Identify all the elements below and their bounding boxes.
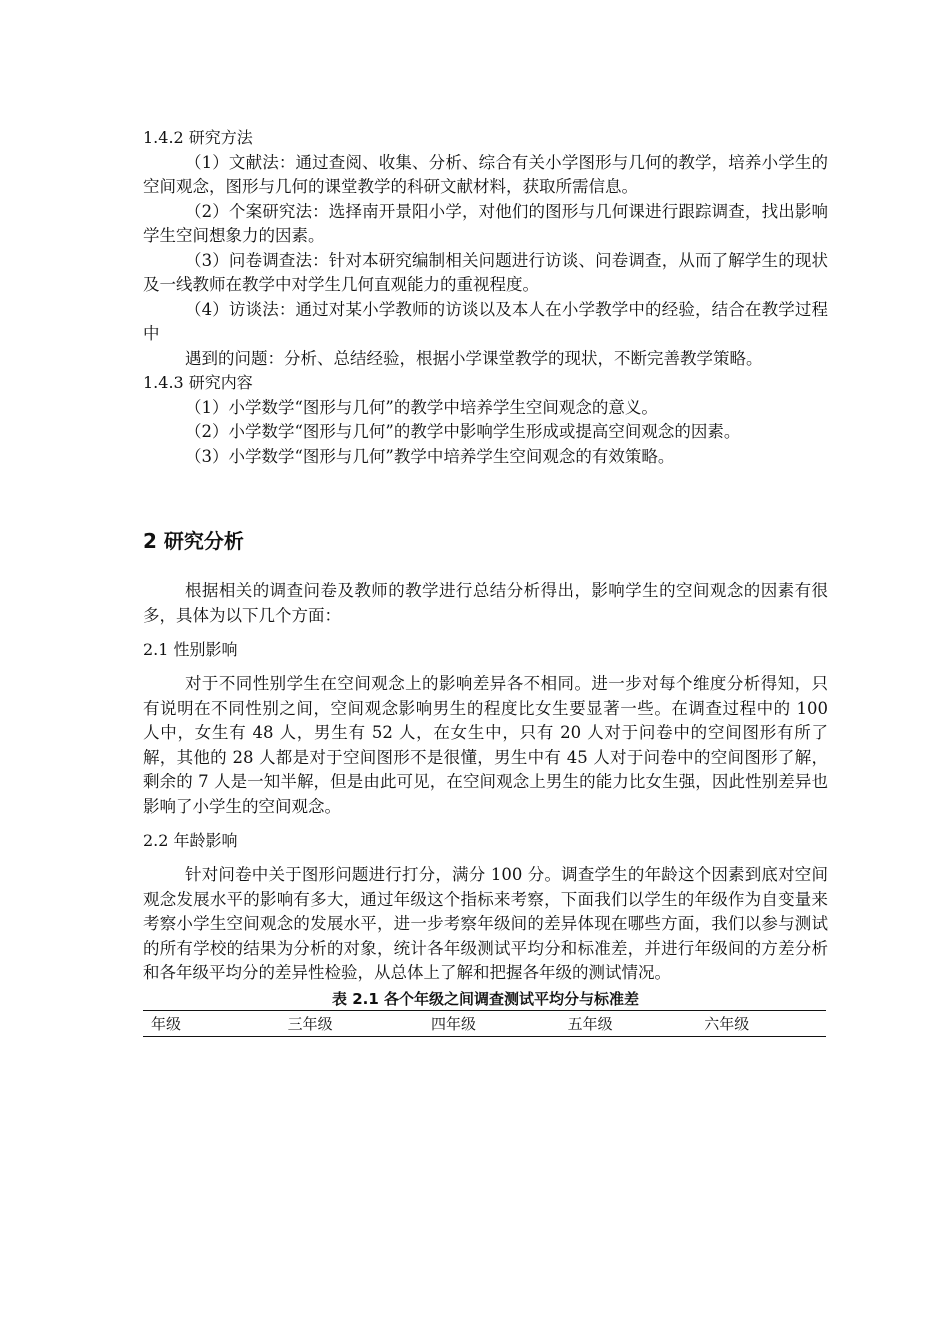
section-2-1-heading: 2.1 性别影响 (143, 640, 238, 659)
method-questionnaire: （3）问卷调查法：针对本研究编制相关问题进行访谈、问卷调查，从而了解学生的现状及一线教师在教学中对学生几何直观能力的重视程度。 (143, 250, 828, 294)
section-1-4-2-heading: 1.4.2 研究方法 (143, 128, 253, 147)
grade-score-table (143, 1010, 826, 1037)
section-2-2-text: 针对问卷中关于图形问题进行打分，满分 100 分。调查学生的年龄这个因素到底对空间观念发展水平的影响有多大，通过年级这个指标来考察，下面我们以学生的年级作为自变量来考察小学生空间观念的发展水平，进一步考察年级间的差异体现在哪些方面，我们以参与测试的所有学校的结果为分析的对象，统计各年级测试平均分和标准差，并进行年级间的方差分析和各年级平均分的差异性检验，从总体上了解和把握各年级的测试情况。 (143, 865, 828, 982)
table-header-grade-4: 四年级 (423, 1010, 560, 1036)
method-case-study: （2）个案研究法：选择南开景阳小学，对他们的图形与几何课进行跟踪调查，找出影响学生空间想象力的因素。 (143, 201, 828, 245)
method-interview: （4）访谈法：通过对某小学教师的访谈以及本人在小学教学中的经验，结合在教学过程中 (143, 299, 828, 343)
section-1-4-3-heading: 1.4.3 研究内容 (143, 373, 253, 392)
table-header-grade: 年级 (143, 1010, 280, 1036)
table-header-row (143, 1010, 826, 1036)
method-literature: （1）文献法：通过查阅、收集、分析、综合有关小学图形与几何的教学，培养小学生的空间观念，图形与几何的课堂教学的科研文献材料，获取所需信息。 (143, 152, 828, 196)
chapter-2-intro: 根据相关的调查问卷及教师的教学进行总结分析得出，影响学生的空间观念的因素有很多，具体为以下几个方面： (143, 581, 828, 625)
content-item-3: （3）小学数学“图形与几何”教学中培养学生空间观念的有效策略。 (185, 446, 675, 466)
chapter-2-heading: 2 研究分析 (143, 529, 244, 553)
section-2-1-text: 对于不同性别学生在空间观念上的影响差异各不相同。进一步对每个维度分析得知，只有说明在不同性别之间，空间观念影响男生的程度比女生要显著一些。在调查过程中的 100 人中，女生有 48 人，男生有 52 人，在女生中，只有 20 人对于问卷中的空间图形有所了解，其他的 28 人都是对于空间图形不是很懂，男生中有 45 人对于问卷中的空间图形了解，剩余的 7 人是一知半解，但是由此可见，在空间观念上男生的能力比女生强，因此性别差异也影响了小学生的空间观念。 (143, 674, 828, 816)
method-interview-continued: 遇到的问题：分析、总结经验，根据小学课堂教学的现状，不断完善教学策略。 (185, 348, 763, 368)
content-item-1: （1）小学数学“图形与几何”的教学中培养学生空间观念的意义。 (185, 397, 658, 417)
content-item-2: （2）小学数学“图形与几何”的教学中影响学生形成或提高空间观念的因素。 (185, 422, 741, 441)
table-caption: 表 2.1 各个年级之间调查测试平均分与标准差 (331, 989, 640, 1008)
page-content (143, 126, 828, 1037)
table-header-grade-3: 三年级 (280, 1010, 423, 1036)
section-2-2-heading: 2.2 年龄影响 (143, 831, 238, 850)
table-header-grade-6: 六年级 (696, 1010, 826, 1036)
table-header-grade-5: 五年级 (560, 1010, 697, 1036)
